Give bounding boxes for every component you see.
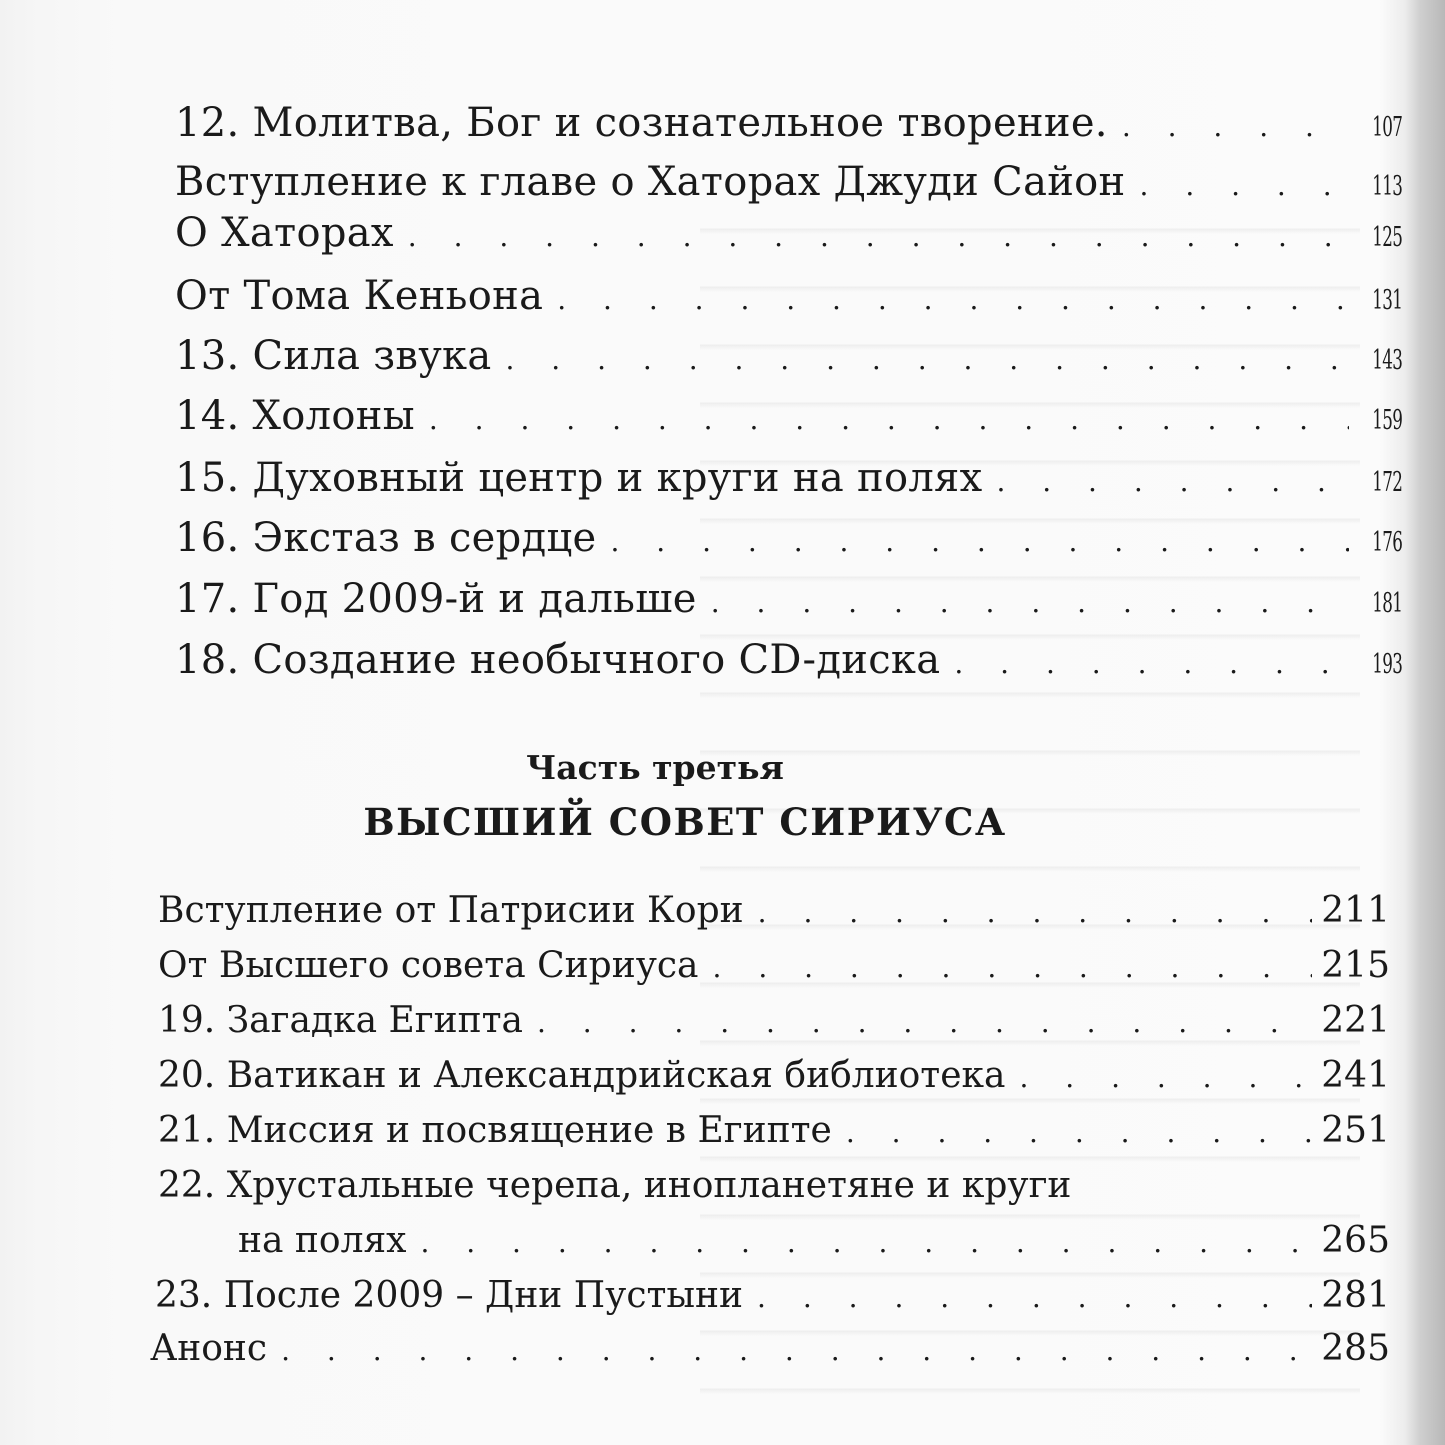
toc-entry-title: 15. Духовный центр и круги на полях bbox=[175, 455, 983, 501]
toc-entry-title: 21. Миссия и посвящение в Египте bbox=[158, 1110, 832, 1151]
toc-entry-title: 12. Молитва, Бог и сознательное творение. bbox=[175, 100, 1108, 146]
part-title: ВЫСШИЙ СОВЕТ СИРИУСА bbox=[363, 800, 1007, 844]
toc-leader-dots bbox=[846, 1116, 1312, 1149]
toc-entry-page: 285 bbox=[1321, 1328, 1390, 1369]
toc-entry-title-line1: 22. Хрустальные черепа, инопланетяне и круги bbox=[158, 1165, 1072, 1206]
toc-entry-page: 215 bbox=[1321, 945, 1390, 986]
toc-leader-dots bbox=[408, 220, 1349, 253]
toc-entry-page: 281 bbox=[1321, 1275, 1390, 1316]
toc-entry-title: 20. Ватикан и Александрийская библиотека bbox=[158, 1055, 1006, 1096]
toc-entry bbox=[175, 159, 1403, 205]
toc-leader-dots bbox=[954, 647, 1349, 680]
toc-entry bbox=[175, 637, 1403, 683]
toc-entry-page: 172 bbox=[1372, 467, 1403, 498]
part-label: Часть третья bbox=[526, 748, 784, 787]
toc-entry bbox=[158, 945, 1390, 986]
toc-entry-title: Вступление к главе о Хаторах Джуди Сайон bbox=[175, 159, 1126, 205]
toc-entry-title: 19. Загадка Египта bbox=[158, 1000, 523, 1041]
toc-entry bbox=[175, 455, 1403, 501]
toc-leader-dots bbox=[537, 1006, 1312, 1039]
toc-entry bbox=[158, 890, 1390, 931]
toc-entry-page: 131 bbox=[1372, 285, 1403, 316]
toc-entry-title: Вступление от Патрисии Кори bbox=[158, 890, 744, 931]
toc-entry bbox=[175, 273, 1403, 319]
toc-entry bbox=[175, 576, 1403, 622]
toc-entry bbox=[175, 393, 1403, 439]
toc-leader-dots bbox=[757, 1281, 1312, 1314]
toc-leader-dots bbox=[610, 525, 1349, 558]
toc-entry-page: 181 bbox=[1372, 588, 1403, 619]
toc-entry-title: 18. Создание необычного CD-диска bbox=[175, 637, 941, 683]
toc-entry-title: 16. Экстаз в сердце bbox=[175, 515, 597, 561]
toc-leader-dots bbox=[281, 1334, 1312, 1367]
toc-entry-title: Анонс bbox=[150, 1328, 268, 1369]
toc-leader-dots bbox=[758, 896, 1312, 929]
toc-entry bbox=[158, 1110, 1390, 1151]
toc-entry-page: 143 bbox=[1372, 345, 1403, 376]
toc-entry bbox=[150, 1328, 1390, 1369]
toc-leader-dots bbox=[1019, 1061, 1312, 1094]
toc-entry-page: 211 bbox=[1321, 890, 1390, 931]
toc-entry-title: О Хаторах bbox=[175, 210, 394, 256]
toc-entry-page: 159 bbox=[1372, 405, 1403, 436]
toc-entry bbox=[158, 1055, 1390, 1096]
toc-entry-title: От Высшего совета Сириуса bbox=[158, 945, 699, 986]
toc-leader-dots bbox=[713, 951, 1312, 984]
toc-entry bbox=[175, 100, 1403, 146]
toc-leader-dots bbox=[996, 465, 1349, 498]
toc-entry-page: 221 bbox=[1321, 1000, 1390, 1041]
toc-entry-page: 193 bbox=[1372, 649, 1403, 680]
toc-entry bbox=[175, 210, 1403, 256]
toc-entry-page: 113 bbox=[1372, 171, 1403, 202]
toc-leader-dots bbox=[711, 586, 1349, 619]
toc-entry bbox=[175, 515, 1403, 561]
toc-leader-dots bbox=[506, 343, 1350, 376]
toc-leader-dots bbox=[429, 403, 1349, 436]
toc-entry-title: 13. Сила звука bbox=[175, 333, 492, 379]
toc-leader-dots bbox=[557, 283, 1349, 316]
toc-entry-page: 176 bbox=[1372, 527, 1403, 558]
toc-leader-dots bbox=[420, 1226, 1312, 1259]
toc-entry bbox=[155, 1275, 1390, 1316]
toc-leader-dots bbox=[1122, 110, 1349, 143]
toc-entry-title: 14. Холоны bbox=[175, 393, 415, 439]
toc-entry-page: 241 bbox=[1321, 1055, 1390, 1096]
toc-leader-dots bbox=[1140, 169, 1349, 202]
toc-entry-page: 125 bbox=[1372, 222, 1403, 253]
toc-entry-page: 265 bbox=[1321, 1220, 1390, 1261]
toc-entry-title: От Тома Кеньона bbox=[175, 273, 544, 319]
toc-entry-title: 23. После 2009 – Дни Пустыни bbox=[155, 1275, 744, 1316]
toc-entry bbox=[158, 1000, 1390, 1041]
toc-entry-page: 107 bbox=[1372, 112, 1403, 143]
toc-entry-page: 251 bbox=[1321, 1110, 1390, 1151]
toc-entry bbox=[175, 333, 1403, 379]
toc-entry-title: 17. Год 2009-й и дальше bbox=[175, 576, 697, 622]
toc-entry-title: на полях bbox=[238, 1220, 407, 1261]
toc-entry bbox=[238, 1220, 1390, 1261]
